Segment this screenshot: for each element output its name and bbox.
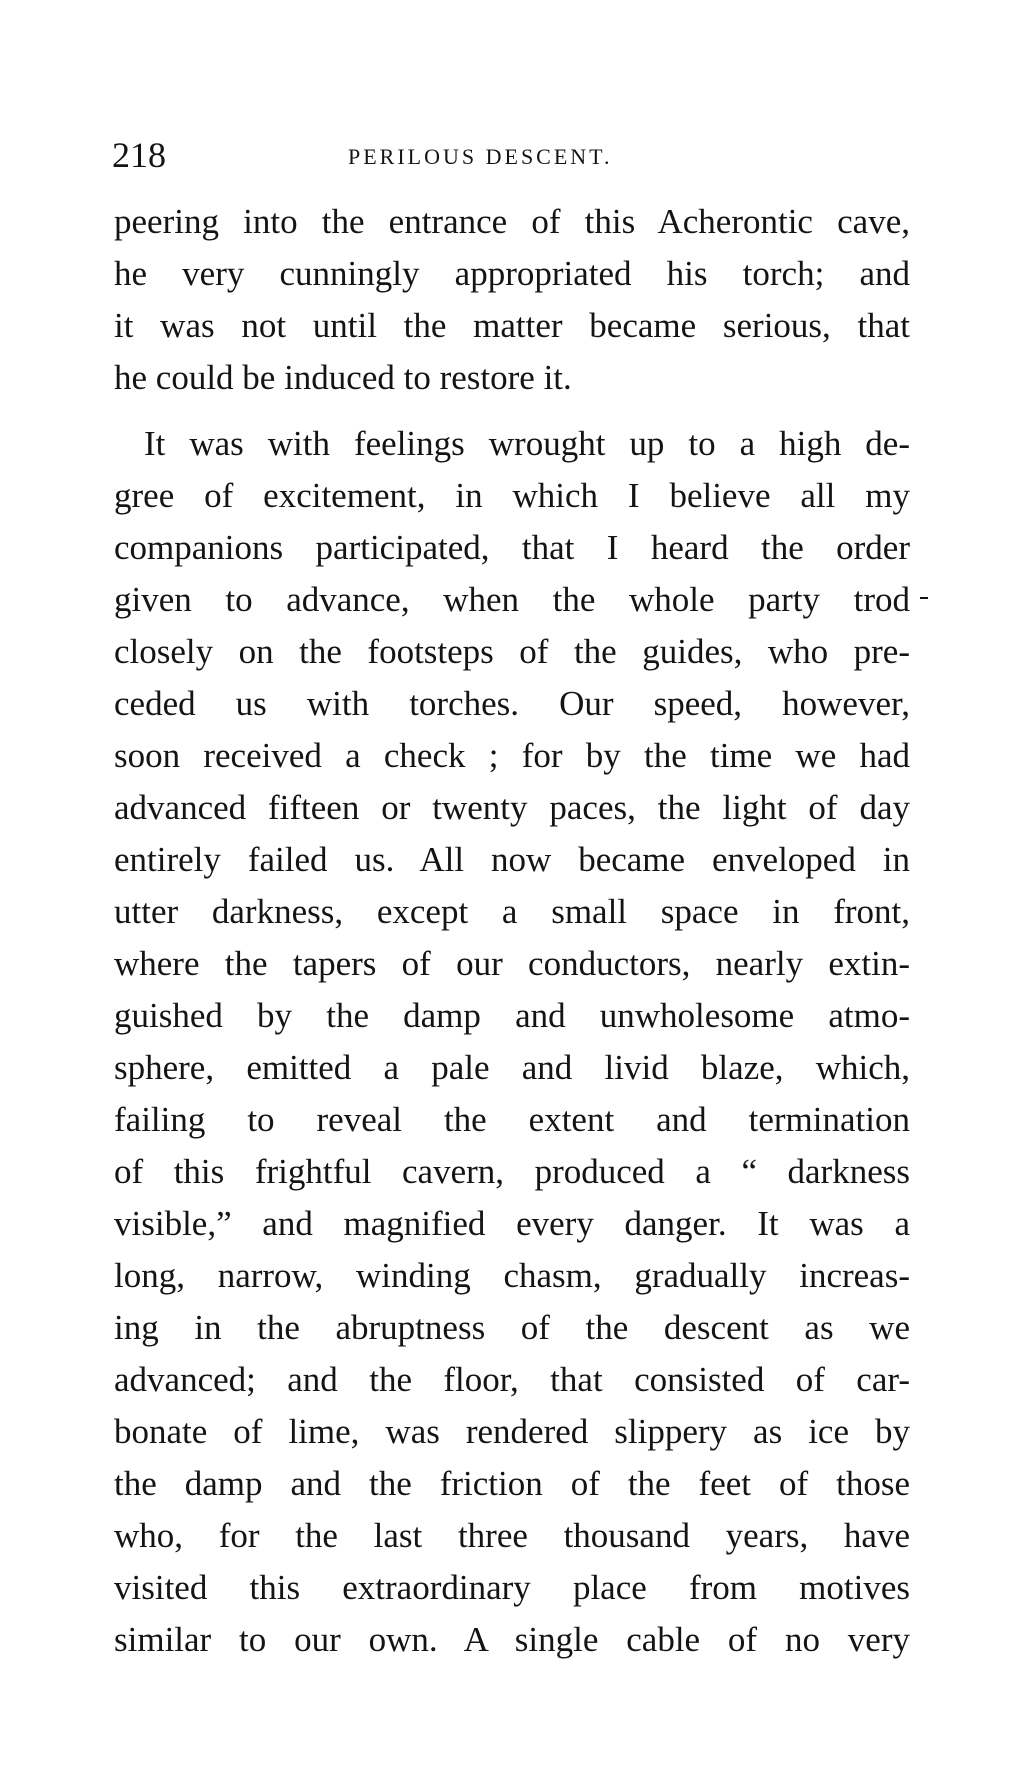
text-line: given to advance, when the whole party trod — [114, 580, 910, 619]
text-line: visible,” and magnified every danger. It was a — [114, 1204, 910, 1243]
running-title: PERILOUS DESCENT. — [348, 144, 613, 169]
text-line: advanced fifteen or twenty paces, the light of day — [114, 788, 910, 827]
text-line: failing to reveal the extent and termination — [114, 1100, 910, 1139]
text-line: of this frightful cavern, produced a “ darkness — [114, 1152, 910, 1191]
margin-mark — [920, 597, 928, 599]
text-line: long, narrow, winding chasm, gradually increas- — [114, 1256, 910, 1295]
text-line: soon received a check ; for by the time we had — [114, 736, 910, 775]
text-line: It was with feelings wrought up to a high de- — [144, 424, 910, 463]
text-line: bonate of lime, was rendered slippery as ice by — [114, 1412, 910, 1451]
text-line: ing in the abruptness of the descent as we — [114, 1308, 910, 1347]
text-line: advanced; and the floor, that consisted of car- — [114, 1360, 910, 1399]
paragraph-1 — [114, 196, 910, 404]
text-line: who, for the last three thousand years, have — [114, 1516, 910, 1555]
text-line: gree of excitement, in which I believe all my — [114, 476, 910, 515]
text-line: entirely failed us. All now became enveloped in — [114, 840, 910, 879]
text-line: visited this extraordinary place from motives — [114, 1568, 910, 1607]
text-line: closely on the footsteps of the guides, who pre- — [114, 632, 910, 671]
text-line: similar to our own. A single cable of no very — [114, 1620, 910, 1659]
text-line: peering into the entrance of this Acherontic cave, — [114, 202, 910, 241]
text-line: companions participated, that I heard the order — [114, 528, 910, 567]
text-line: utter darkness, except a small space in front, — [114, 892, 910, 931]
text-line: he very cunningly appropriated his torch; and — [114, 254, 910, 293]
page-number: 218 — [112, 135, 166, 175]
text-line: he could be induced to restore it. — [114, 358, 572, 397]
running-head — [112, 130, 912, 180]
text-line: guished by the damp and unwholesome atmo- — [114, 996, 910, 1035]
text-line: the damp and the friction of the feet of those — [114, 1464, 910, 1503]
text-line: ceded us with torches. Our speed, however, — [114, 684, 910, 723]
text-line: it was not until the matter became serious, that — [114, 306, 910, 345]
text-line: sphere, emitted a pale and livid blaze, which, — [114, 1048, 910, 1087]
body-text — [114, 196, 910, 1666]
text-line: where the tapers of our conductors, nearly extin- — [114, 944, 910, 983]
paragraph-2 — [114, 418, 910, 1666]
paragraph-gap — [114, 404, 910, 418]
